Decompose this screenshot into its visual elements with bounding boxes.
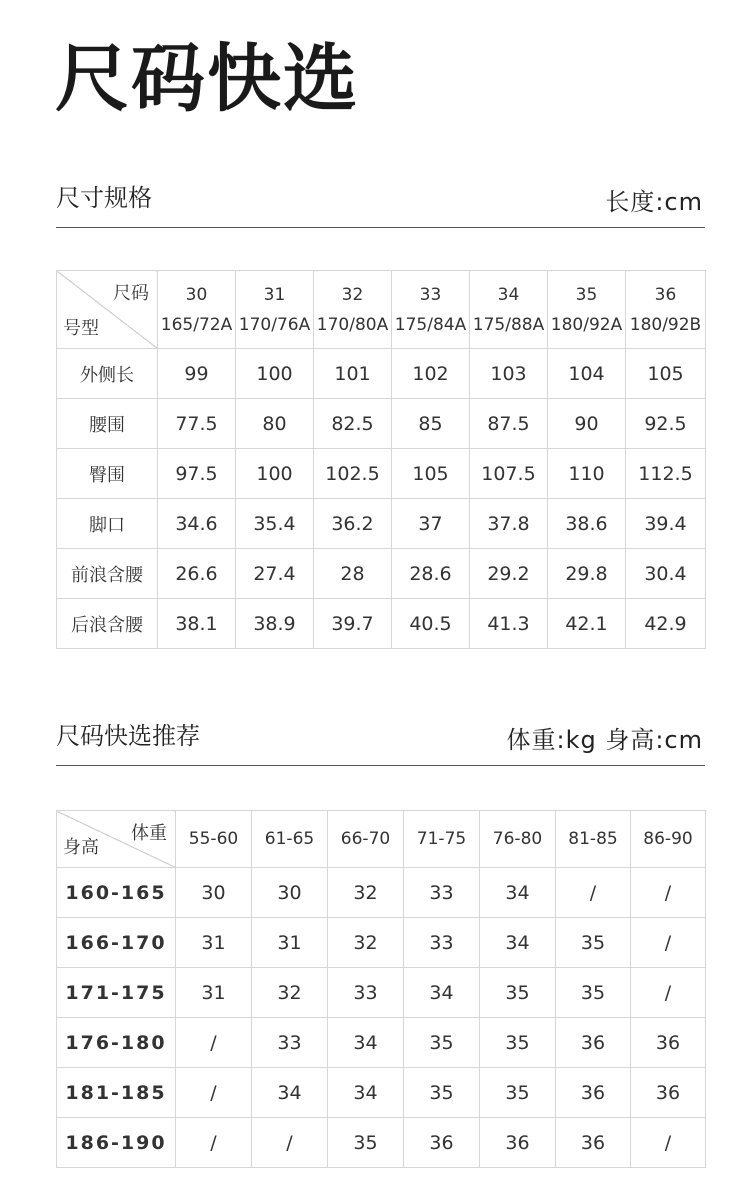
size-type: 170/76A [238, 314, 311, 335]
table-cell: 35 [328, 1118, 404, 1168]
table-cell: 32 [252, 968, 328, 1018]
table-cell: 34.6 [158, 499, 236, 549]
table-cell: 31 [176, 918, 252, 968]
table-cell: 34 [328, 1018, 404, 1068]
size-number: 32 [341, 284, 364, 305]
table-cell: 26.6 [158, 549, 236, 599]
table-cell: 34 [328, 1068, 404, 1118]
size-column-header [158, 271, 236, 349]
table-cell: 33 [328, 968, 404, 1018]
row-label: 脚口 [57, 499, 158, 549]
size-number: 35 [575, 284, 598, 305]
table-row [57, 449, 706, 499]
table-cell: 107.5 [470, 449, 548, 499]
recommend-table [56, 810, 706, 1168]
table-cell: / [252, 1118, 328, 1168]
table-cell: / [176, 1118, 252, 1168]
table-cell: 31 [176, 968, 252, 1018]
size-number: 36 [654, 284, 677, 305]
size-type: 175/88A [472, 314, 545, 335]
recommend-header-row [57, 811, 706, 868]
weight-column-header: 55-60 [176, 811, 252, 868]
size-column-header [548, 271, 626, 349]
table-row [57, 868, 706, 918]
table-cell: / [631, 918, 706, 968]
table-cell: 112.5 [626, 449, 706, 499]
size-number: 33 [419, 284, 442, 305]
height-range-label: 181-185 [57, 1068, 176, 1118]
table-cell: 33 [404, 918, 480, 968]
weight-column-header: 61-65 [252, 811, 328, 868]
table-cell: 100 [236, 349, 314, 399]
table-cell: 105 [626, 349, 706, 399]
weight-column-header: 66-70 [328, 811, 404, 868]
table-row [57, 499, 706, 549]
table-cell: 36 [631, 1018, 706, 1068]
table-cell: 100 [236, 449, 314, 499]
table-cell: 27.4 [236, 549, 314, 599]
recommend-corner-cell [57, 811, 176, 868]
weight-column-header: 81-85 [556, 811, 631, 868]
table-cell: 36 [404, 1118, 480, 1168]
table-cell: 104 [548, 349, 626, 399]
table-cell: 77.5 [158, 399, 236, 449]
table-cell: 33 [252, 1018, 328, 1068]
weight-column-header: 76-80 [480, 811, 556, 868]
page-title: 尺码快选 [55, 36, 359, 122]
table-cell: 85 [392, 399, 470, 449]
table-cell: / [556, 868, 631, 918]
size-type: 180/92B [629, 314, 702, 335]
table-cell: 38.9 [236, 599, 314, 649]
table-cell: 36 [480, 1118, 556, 1168]
table-cell: 82.5 [314, 399, 392, 449]
table-cell: 35 [556, 918, 631, 968]
table-cell: 99 [158, 349, 236, 399]
table-cell: 39.4 [626, 499, 706, 549]
table-cell: 35 [404, 1068, 480, 1118]
weight-column-header: 86-90 [631, 811, 706, 868]
table-row [57, 1018, 706, 1068]
height-range-label: 166-170 [57, 918, 176, 968]
weight-column-header: 71-75 [404, 811, 480, 868]
table-cell: / [631, 868, 706, 918]
recommend-header [56, 722, 705, 766]
table-cell: 37 [392, 499, 470, 549]
size-column-header [314, 271, 392, 349]
table-cell: 42.9 [626, 599, 706, 649]
row-label: 前浪含腰 [57, 549, 158, 599]
size-column-header [236, 271, 314, 349]
row-label: 腰围 [57, 399, 158, 449]
table-cell: 34 [252, 1068, 328, 1118]
row-label: 后浪含腰 [57, 599, 158, 649]
table-cell: 34 [404, 968, 480, 1018]
table-cell: 38.1 [158, 599, 236, 649]
table-row [57, 968, 706, 1018]
size-type: 170/80A [316, 314, 389, 335]
table-cell: 28 [314, 549, 392, 599]
table-cell: 36.2 [314, 499, 392, 549]
table-cell: 36 [556, 1118, 631, 1168]
table-row [57, 1118, 706, 1168]
size-spec-header [56, 184, 705, 228]
table-cell: 110 [548, 449, 626, 499]
table-cell: 38.6 [548, 499, 626, 549]
table-cell: / [176, 1068, 252, 1118]
table-cell: 29.8 [548, 549, 626, 599]
table-cell: 31 [252, 918, 328, 968]
size-spec-table [56, 270, 706, 649]
table-cell: 36 [556, 1018, 631, 1068]
table-cell: 28.6 [392, 549, 470, 599]
table-cell: 36 [631, 1068, 706, 1118]
table-cell: 32 [328, 868, 404, 918]
recommend-unit: 体重:kg 身高:cm [506, 726, 703, 754]
table-cell: 102.5 [314, 449, 392, 499]
corner-label-type: 号型 [63, 318, 99, 339]
table-cell: 34 [480, 918, 556, 968]
row-label: 外侧长 [57, 349, 158, 399]
size-column-header [470, 271, 548, 349]
table-cell: 35 [556, 968, 631, 1018]
table-row [57, 399, 706, 449]
size-number: 30 [185, 284, 208, 305]
table-cell: 102 [392, 349, 470, 399]
table-cell: 92.5 [626, 399, 706, 449]
table-cell: 39.7 [314, 599, 392, 649]
corner-label-height: 身高 [63, 837, 99, 858]
table-cell: / [631, 968, 706, 1018]
table-cell: 34 [480, 868, 556, 918]
height-range-label: 171-175 [57, 968, 176, 1018]
table-cell: 29.2 [470, 549, 548, 599]
table-row [57, 918, 706, 968]
size-spec-header-row [57, 271, 706, 349]
table-cell: 41.3 [470, 599, 548, 649]
table-cell: 32 [328, 918, 404, 968]
table-cell: 30 [252, 868, 328, 918]
table-cell: 103 [470, 349, 548, 399]
size-number: 31 [263, 284, 286, 305]
table-cell: 40.5 [392, 599, 470, 649]
table-cell: 97.5 [158, 449, 236, 499]
table-cell: 30.4 [626, 549, 706, 599]
table-cell: / [631, 1118, 706, 1168]
size-spec-corner-cell [57, 271, 158, 349]
table-cell: 87.5 [470, 399, 548, 449]
recommend-title: 尺码快选推荐 [56, 722, 200, 750]
row-label: 臀围 [57, 449, 158, 499]
table-cell: 80 [236, 399, 314, 449]
size-spec-title: 尺寸规格 [56, 184, 152, 212]
table-cell: 105 [392, 449, 470, 499]
size-column-header [392, 271, 470, 349]
size-spec-unit: 长度:cm [605, 188, 703, 216]
table-row [57, 599, 706, 649]
corner-label-weight: 体重 [131, 823, 167, 844]
table-cell: 35 [480, 1018, 556, 1068]
corner-label-size: 尺码 [113, 283, 149, 304]
table-cell: 35.4 [236, 499, 314, 549]
size-type: 175/84A [394, 314, 467, 335]
table-cell: 101 [314, 349, 392, 399]
table-cell: 90 [548, 399, 626, 449]
size-type: 165/72A [160, 314, 233, 335]
table-row [57, 549, 706, 599]
size-column-header [626, 271, 706, 349]
size-number: 34 [497, 284, 520, 305]
table-cell: 42.1 [548, 599, 626, 649]
height-range-label: 160-165 [57, 868, 176, 918]
table-row [57, 1068, 706, 1118]
table-cell: / [176, 1018, 252, 1068]
table-cell: 36 [556, 1068, 631, 1118]
table-cell: 37.8 [470, 499, 548, 549]
height-range-label: 186-190 [57, 1118, 176, 1168]
height-range-label: 176-180 [57, 1018, 176, 1068]
size-type: 180/92A [550, 314, 623, 335]
table-cell: 35 [404, 1018, 480, 1068]
table-row [57, 349, 706, 399]
table-cell: 35 [480, 968, 556, 1018]
table-cell: 33 [404, 868, 480, 918]
table-cell: 35 [480, 1068, 556, 1118]
table-cell: 30 [176, 868, 252, 918]
